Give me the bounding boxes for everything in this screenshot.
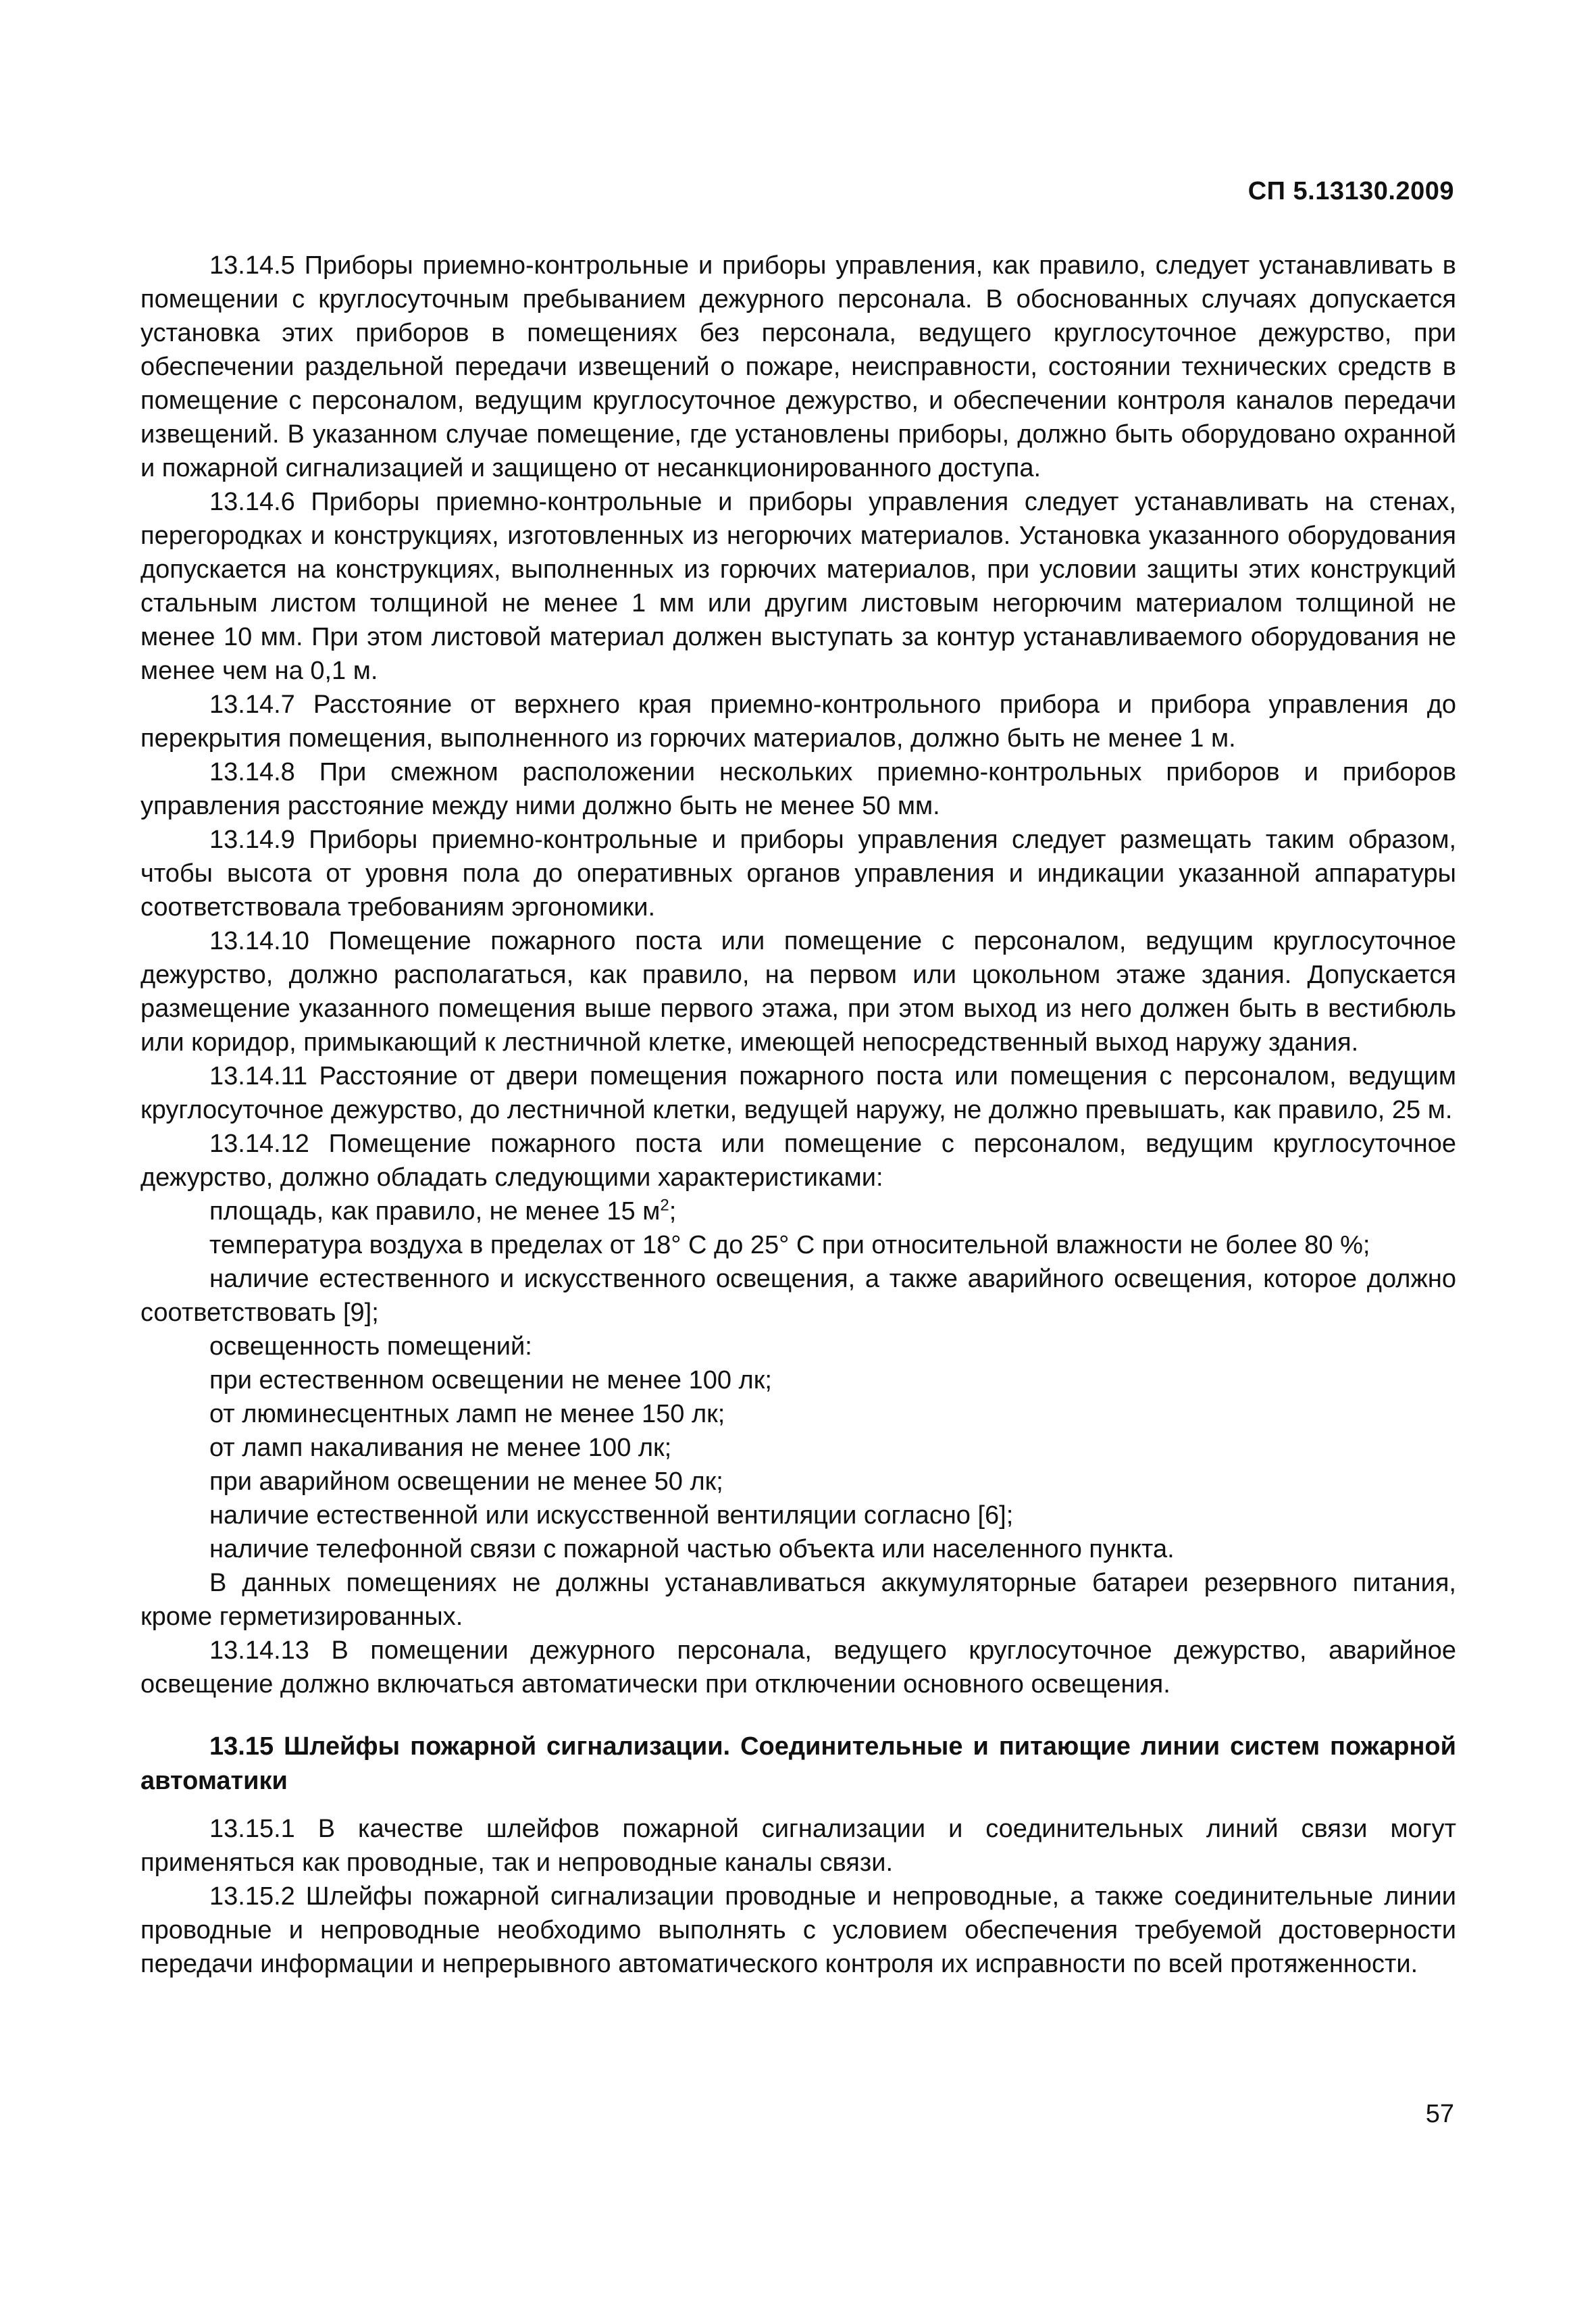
document-code: СП 5.13130.2009: [1247, 177, 1454, 205]
requirement-area: [140, 1194, 1456, 1228]
superscript-2: 2: [660, 1196, 669, 1215]
requirement-telephone: наличие телефонной связи с пожарной частью объекта или населенного пункта.: [209, 1535, 1175, 1563]
section-heading-13-15: 13.15 Шлейфы пожарной сигнализации. Соединительные и питающие линии систем пожарной автоматики: [140, 1732, 1456, 1795]
paragraph-13-14-5: 13.14.5 Приборы приемно-контрольные и приборы управления, как правило, следует устанавливать в помещении с круглосуточным пребыванием дежурного персонала. В обоснованных случаях допускается установка этих приборов в помещениях без персонала, ведущего круглосуточное дежурство, при обеспечении раздельной передачи извещений о пожаре, неисправности, состоянии технических средств в помещение с персоналом, ведущим круглосуточное дежурство, и обеспечении контроля каналов передачи извещений. В указанном случае помещение, где установлены приборы, должно быть оборудовано охранной и пожарной сигнализацией и защищено от несанкционированного доступа.: [140, 251, 1456, 482]
paragraph-13-14-6: 13.14.6 Приборы приемно-контрольные и приборы управления следует устанавливать на стенах, перегородках и конструкциях, изготовленных из негорючих материалов. Установка указанного оборудования допускается на конструкциях, выполненных из горючих материалов, при условии защиты этих конструкций стальным листом толщиной не менее 1 мм или другим листовым негорючим материалом толщиной не менее 10 мм. При этом листовой материал должен выступать за контур устанавливаемого оборудования не менее чем на 0,1 м.: [140, 488, 1456, 685]
paragraph-13-14-13: 13.14.13 В помещении дежурного персонала, ведущего круглосуточное дежурство, аварийное освещение должно включаться автоматически при отключении основного освещения.: [140, 1636, 1456, 1699]
paragraph-13-15-1: 13.15.1 В качестве шлейфов пожарной сигнализации и соединительных линий связи могут применяться как проводные, так и непроводные каналы связи.: [140, 1815, 1456, 1877]
paragraph-13-14-9: 13.14.9 Приборы приемно-контрольные и приборы управления следует размещать таким образом, чтобы высота от уровня пола до оперативных органов управления и индикации указанной аппаратуры соответствовала требованиям эргономики.: [140, 826, 1456, 922]
illuminance-fluorescent: от люминесцентных ламп не менее 150 лк;: [209, 1400, 725, 1428]
requirement-area-end: ;: [669, 1197, 677, 1226]
requirement-temperature: температура воздуха в пределах от 18° С до 25° С при относительной влажности не более 80 %;: [209, 1231, 1370, 1259]
requirement-lighting: наличие естественного и искусственного освещения, а также аварийного освещения, которое должно соответствовать [9];: [140, 1265, 1456, 1327]
illuminance-natural: при естественном освещении не менее 100 лк;: [209, 1366, 772, 1394]
requirement-ventilation: наличие естественной или искусственной вентиляции согласно [6];: [209, 1501, 1014, 1530]
paragraph-13-14-11: 13.14.11 Расстояние от двери помещения пожарного поста или помещения с персоналом, ведущим круглосуточное дежурство, до лестничной клетки, ведущей наружу, не должно превышать, как правило, 25 м.: [140, 1062, 1456, 1124]
paragraph-13-14-12: 13.14.12 Помещение пожарного поста или помещение с персоналом, ведущим круглосуточное дежурство, должно обладать следующими характеристиками:: [140, 1130, 1456, 1192]
document-body: [140, 249, 1456, 1981]
paragraph-batteries: В данных помещениях не должны устанавливаться аккумуляторные батареи резервного питания, кроме герметизированных.: [140, 1569, 1456, 1631]
page-number: 57: [1425, 2100, 1454, 2128]
paragraph-13-14-7: 13.14.7 Расстояние от верхнего края приемно-контрольного прибора и прибора управления до перекрытия помещения, выполненного из горючих материалов, должно быть не менее 1 м.: [140, 690, 1456, 753]
illuminance-emergency: при аварийном освещении не менее 50 лк;: [209, 1467, 723, 1496]
paragraph-13-14-8: 13.14.8 При смежном расположении нескольких приемно-контрольных приборов и приборов управления расстояние между ними должно быть не менее 50 мм.: [140, 758, 1456, 820]
requirement-area-text: площадь, как правило, не менее 15 м: [209, 1197, 661, 1226]
illuminance-incandescent: от ламп накаливания не менее 100 лк;: [209, 1434, 672, 1462]
requirement-illuminance: освещенность помещений:: [209, 1332, 532, 1361]
paragraph-13-14-10: 13.14.10 Помещение пожарного поста или помещение с персоналом, ведущим круглосуточное дежурство, должно располагаться, как правило, на первом или цокольном этаже здания. Допускается размещение указанного помещения выше первого этажа, при этом выход из него должен быть в вестибюль или коридор, примыкающий к лестничной клетке, имеющей непосредственный выход наружу здания.: [140, 927, 1456, 1057]
paragraph-13-15-2: 13.15.2 Шлейфы пожарной сигнализации проводные и непроводные, а также соединительные линии проводные и непроводные необходимо выполнять с условием обеспечения требуемой достоверности передачи информации и непрерывного автоматического контроля их исправности по всей протяженности.: [140, 1882, 1456, 1978]
